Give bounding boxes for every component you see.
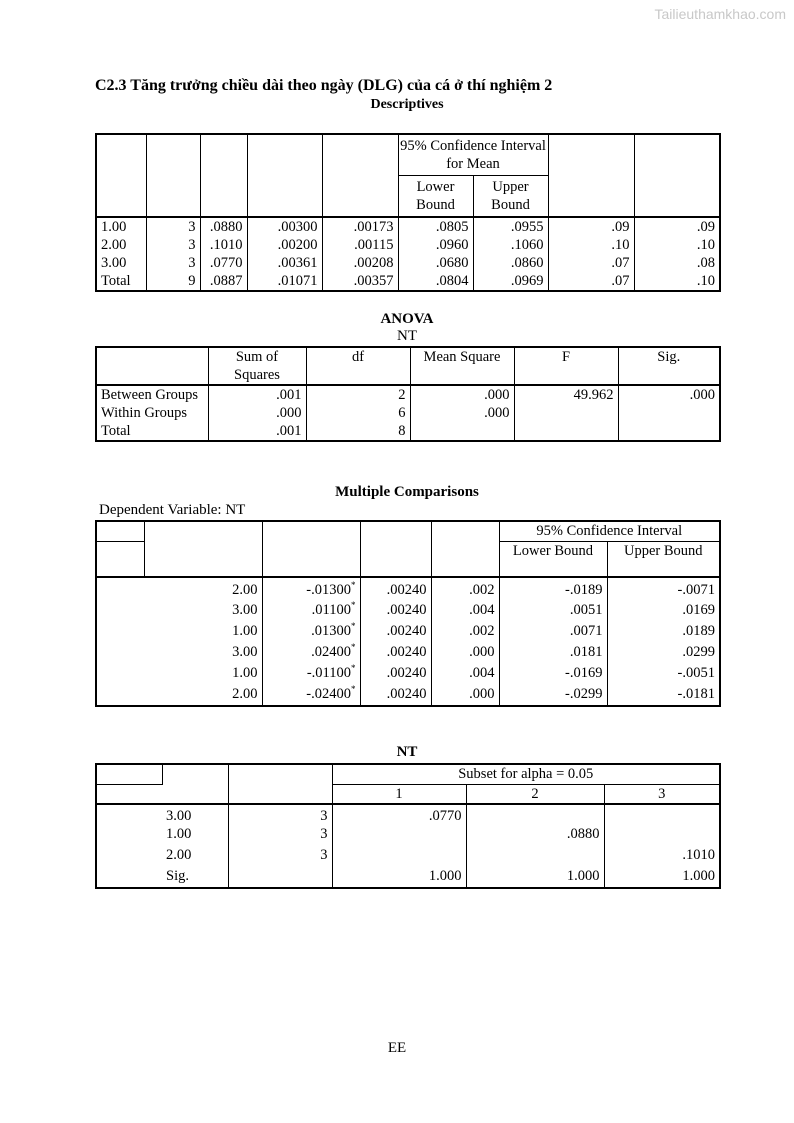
mean-difference-value: -.02400 bbox=[306, 686, 351, 702]
table-row bbox=[96, 622, 720, 643]
table-cell: 3 bbox=[228, 846, 332, 867]
table-cell: .0969 bbox=[473, 272, 548, 291]
table-cell: 8 bbox=[306, 422, 410, 441]
table-cell: -.0189 bbox=[499, 577, 607, 601]
subset-1-header: 1 bbox=[332, 784, 466, 804]
table-cell: .0189 bbox=[682, 623, 716, 639]
descriptives-heading: Descriptives bbox=[370, 97, 444, 112]
table-cell: .00200 bbox=[247, 236, 322, 254]
significance-star: * bbox=[351, 621, 356, 632]
table-cell: Between Groups bbox=[96, 385, 208, 404]
table-row bbox=[96, 404, 720, 422]
table-row bbox=[96, 272, 720, 291]
table-cell: .0770 bbox=[332, 804, 466, 825]
table-cell: .000 bbox=[410, 404, 514, 422]
mean-difference-value: .01300 bbox=[311, 623, 351, 639]
table-cell: .1060 bbox=[473, 236, 548, 254]
multiple-heading: Multiple Comparisons bbox=[335, 484, 479, 500]
table-cell: 9 bbox=[146, 272, 200, 291]
table-cell: 1.00 bbox=[144, 622, 262, 643]
anova-subheading: NT bbox=[397, 328, 417, 344]
anova-heading: ANOVA bbox=[380, 311, 434, 327]
col-f: F bbox=[514, 347, 618, 385]
significance-star: * bbox=[351, 642, 356, 653]
table-cell: 3 bbox=[146, 217, 200, 236]
table-cell: -.0299 bbox=[499, 685, 607, 706]
table-cell: .10 bbox=[696, 237, 715, 253]
table-cell bbox=[96, 825, 162, 846]
table-cell bbox=[262, 577, 360, 601]
table-cell: -.0181 bbox=[677, 686, 716, 702]
lower-bound-header: Lower Bound bbox=[399, 176, 474, 216]
table-cell: .004 bbox=[431, 664, 499, 685]
table-cell: 1.000 bbox=[466, 867, 604, 888]
mean-difference-value: .02400 bbox=[311, 644, 351, 660]
table-cell: 3 bbox=[146, 254, 200, 272]
table-row bbox=[96, 643, 720, 664]
table-cell: .004 bbox=[431, 601, 499, 622]
table-cell: .000 bbox=[410, 385, 514, 404]
table-cell: .00240 bbox=[360, 685, 431, 706]
anova-body bbox=[96, 385, 720, 441]
table-cell bbox=[96, 622, 144, 643]
table-cell bbox=[96, 685, 144, 706]
table-cell: 3 bbox=[228, 804, 332, 825]
table-cell bbox=[96, 846, 162, 867]
table-cell bbox=[618, 422, 720, 441]
table-cell: Total bbox=[96, 422, 208, 441]
table-cell bbox=[96, 867, 162, 888]
table-cell: .0169 bbox=[682, 602, 716, 618]
col-sig: Sig. bbox=[657, 349, 681, 365]
table-cell: .1010 bbox=[682, 847, 716, 863]
table-cell: 3 bbox=[146, 236, 200, 254]
subset-2-header: 2 bbox=[466, 784, 604, 804]
dependent-variable: Dependent Variable: NT bbox=[99, 502, 246, 518]
table-cell: .002 bbox=[431, 577, 499, 601]
table-row bbox=[96, 804, 720, 825]
significance-star: * bbox=[351, 663, 356, 674]
table-cell: .002 bbox=[431, 622, 499, 643]
table-cell: .0955 bbox=[473, 217, 548, 236]
mc-lower-bound-header: Lower Bound bbox=[499, 541, 607, 577]
table-cell bbox=[262, 664, 360, 685]
table-cell: .00208 bbox=[322, 254, 398, 272]
table-cell: 1.000 bbox=[332, 867, 466, 888]
table-cell: .001 bbox=[208, 422, 306, 441]
table-cell: 1.00 bbox=[96, 217, 146, 236]
table-cell: .0960 bbox=[398, 236, 473, 254]
mc-upper-bound-header: Upper Bound bbox=[623, 542, 703, 559]
table-cell bbox=[604, 804, 720, 825]
table-row bbox=[96, 422, 720, 441]
subset-header: Subset for alpha = 0.05 bbox=[332, 764, 720, 784]
mean-difference-value: -.01100 bbox=[306, 665, 351, 681]
table-cell bbox=[96, 577, 144, 601]
table-cell bbox=[262, 622, 360, 643]
subsets-body bbox=[96, 804, 720, 888]
table-cell: .00300 bbox=[247, 217, 322, 236]
table-cell: .0071 bbox=[499, 622, 607, 643]
table-cell bbox=[514, 404, 618, 422]
table-cell bbox=[410, 422, 514, 441]
table-cell bbox=[332, 825, 466, 846]
page-footer: EE bbox=[387, 1040, 407, 1056]
table-cell: .09 bbox=[696, 219, 715, 235]
table-cell bbox=[466, 846, 604, 867]
table-cell: 1.000 bbox=[682, 868, 716, 884]
table-cell: .10 bbox=[548, 236, 634, 254]
upper-bound-header: Upper Bound bbox=[491, 179, 530, 213]
col-df: df bbox=[306, 347, 410, 385]
table-cell: 3.00 bbox=[96, 254, 146, 272]
ci-mean-header: 95% Confidence Interval for Mean bbox=[399, 135, 548, 176]
table-cell: .07 bbox=[548, 272, 634, 291]
table-cell: .0299 bbox=[682, 644, 716, 660]
table-cell: .00240 bbox=[360, 601, 431, 622]
multiple-table bbox=[95, 520, 721, 707]
table-cell: -.0051 bbox=[677, 665, 716, 681]
mean-difference-value: .01100 bbox=[311, 602, 351, 618]
table-cell: .0880 bbox=[200, 217, 247, 236]
table-cell: 3.00 bbox=[144, 643, 262, 664]
table-cell: 49.962 bbox=[514, 385, 618, 404]
table-cell: 2.00 bbox=[144, 685, 262, 706]
table-cell: 3.00 bbox=[144, 601, 262, 622]
watermark: Tailieuthamkhao.com bbox=[654, 6, 786, 22]
table-cell: .00240 bbox=[360, 622, 431, 643]
table-cell bbox=[262, 685, 360, 706]
table-cell: .0680 bbox=[398, 254, 473, 272]
table-cell bbox=[332, 846, 466, 867]
table-cell: 2 bbox=[306, 385, 410, 404]
table-cell: .0887 bbox=[200, 272, 247, 291]
page-title: C2.3 Tăng trưởng chiều dài theo ngày (DLG) của cá ở thí nghiệm 2 bbox=[95, 77, 553, 94]
mean-difference-value: -.01300 bbox=[306, 582, 351, 598]
table-cell: Within Groups bbox=[96, 404, 208, 422]
table-cell: .00361 bbox=[247, 254, 322, 272]
table-cell: .00357 bbox=[322, 272, 398, 291]
table-cell: .0181 bbox=[499, 643, 607, 664]
table-cell: .0051 bbox=[499, 601, 607, 622]
ci-header: 95% Confidence Interval bbox=[499, 521, 720, 541]
table-row bbox=[96, 236, 720, 254]
table-cell bbox=[262, 643, 360, 664]
table-cell bbox=[262, 601, 360, 622]
table-cell: 2.00 bbox=[96, 236, 146, 254]
table-cell: -.0169 bbox=[499, 664, 607, 685]
table-cell: .10 bbox=[696, 273, 715, 289]
table-cell: 1.00 bbox=[144, 664, 262, 685]
table-cell bbox=[514, 422, 618, 441]
table-cell: -.0071 bbox=[677, 582, 716, 598]
table-cell: .00173 bbox=[322, 217, 398, 236]
anova-table bbox=[95, 346, 721, 442]
significance-star: * bbox=[351, 600, 356, 611]
subsets-table bbox=[95, 763, 721, 889]
table-row bbox=[96, 254, 720, 272]
table-cell: .0804 bbox=[398, 272, 473, 291]
subsets-heading: NT bbox=[396, 744, 418, 760]
table-cell: Total bbox=[96, 272, 146, 291]
table-cell: Sig. bbox=[162, 867, 228, 888]
table-cell bbox=[96, 804, 162, 825]
table-cell: 3 bbox=[228, 825, 332, 846]
table-cell: .01071 bbox=[247, 272, 322, 291]
table-cell: .000 bbox=[208, 404, 306, 422]
table-cell bbox=[96, 664, 144, 685]
descriptives-table bbox=[95, 133, 721, 292]
table-cell: .001 bbox=[208, 385, 306, 404]
table-row bbox=[96, 385, 720, 404]
table-cell: .0805 bbox=[398, 217, 473, 236]
table-cell: .0860 bbox=[473, 254, 548, 272]
table-cell: .00240 bbox=[360, 664, 431, 685]
table-cell: .08 bbox=[696, 255, 715, 271]
table-cell: 2.00 bbox=[162, 846, 228, 867]
table-cell bbox=[604, 825, 720, 846]
table-cell: .000 bbox=[431, 685, 499, 706]
table-row bbox=[96, 846, 720, 867]
col-mean-square: Mean Square bbox=[410, 347, 514, 385]
table-row bbox=[96, 601, 720, 622]
table-cell: .000 bbox=[431, 643, 499, 664]
table-cell: .000 bbox=[689, 387, 715, 403]
descriptives-body bbox=[96, 217, 720, 291]
multiple-body bbox=[96, 577, 720, 706]
table-row bbox=[96, 685, 720, 706]
table-cell: 3.00 bbox=[162, 804, 228, 825]
table-cell: 6 bbox=[306, 404, 410, 422]
table-row bbox=[96, 577, 720, 601]
table-cell bbox=[466, 804, 604, 825]
col-sum-of-squares: Sum of Squares bbox=[208, 347, 306, 385]
table-cell: .0770 bbox=[200, 254, 247, 272]
significance-star: * bbox=[351, 684, 356, 695]
table-cell bbox=[96, 601, 144, 622]
significance-star: * bbox=[351, 580, 356, 591]
table-cell bbox=[228, 867, 332, 888]
table-cell: .07 bbox=[548, 254, 634, 272]
table-cell: .0880 bbox=[466, 825, 604, 846]
subset-3-header: 3 bbox=[658, 785, 666, 802]
table-cell: 2.00 bbox=[144, 577, 262, 601]
table-cell bbox=[618, 404, 720, 422]
table-row bbox=[96, 664, 720, 685]
table-cell: .1010 bbox=[200, 236, 247, 254]
table-cell: .00240 bbox=[360, 577, 431, 601]
table-row bbox=[96, 867, 720, 888]
table-cell: .09 bbox=[548, 217, 634, 236]
table-cell: .00115 bbox=[322, 236, 398, 254]
table-cell bbox=[96, 643, 144, 664]
table-cell: 1.00 bbox=[162, 825, 228, 846]
table-row bbox=[96, 825, 720, 846]
table-row bbox=[96, 217, 720, 236]
table-cell: .00240 bbox=[360, 643, 431, 664]
